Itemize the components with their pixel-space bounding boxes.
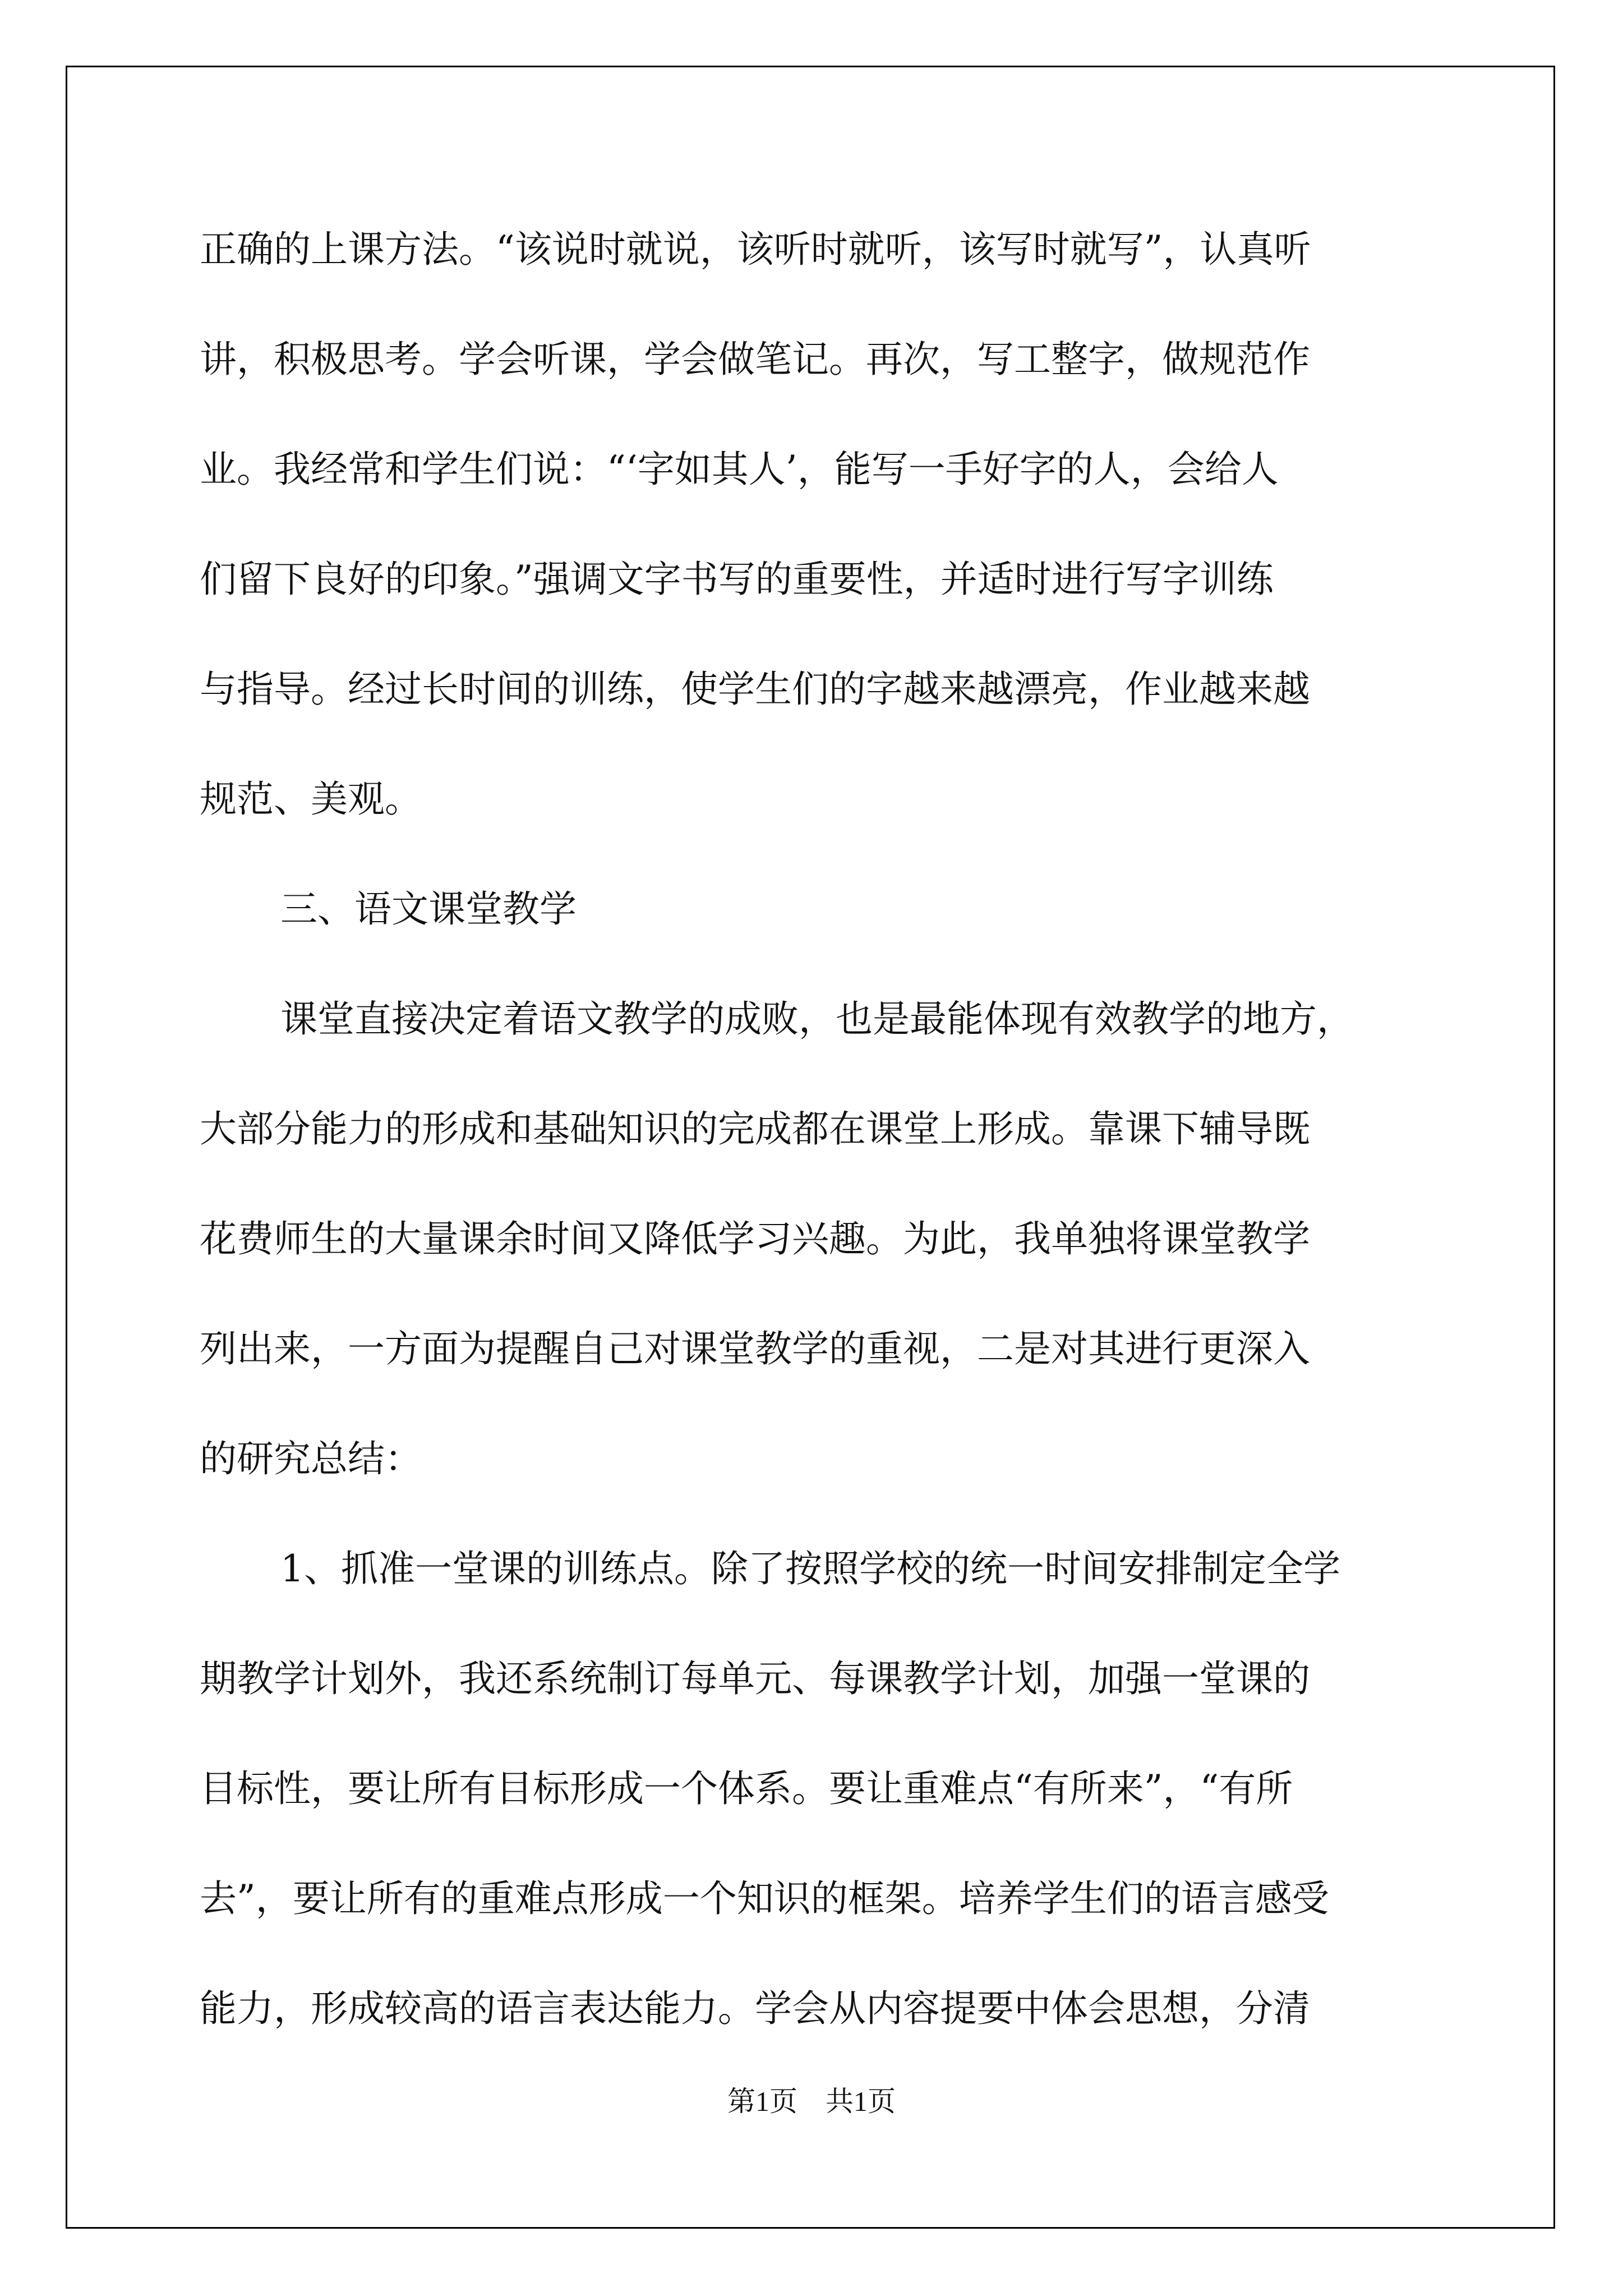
text-line: 讲，积极思考。学会听课，学会做笔记。再次，写工整字，做规范作 bbox=[200, 338, 1310, 381]
text-line: 花费师生的大量课余时间又降低学习兴趣。为此，我单独将课堂教学 bbox=[200, 1217, 1310, 1260]
text-line: 目标性，要让所有目标形成一个体系。要让重难点“有所来”，“有所 bbox=[200, 1767, 1293, 1810]
text-line: 业。我经常和学生们说：“‘字如其人’，能写一手好字的人，会给人 bbox=[200, 448, 1279, 491]
text-line: 们留下良好的印象。”强调文字书写的重要性，并适时进行写字训练 bbox=[200, 558, 1274, 601]
page-footer: 第1页 共1页 bbox=[727, 2086, 896, 2117]
text-line: 的研究总结： bbox=[200, 1437, 422, 1480]
text-line: 规范、美观。 bbox=[200, 777, 422, 821]
text-line: 与指导。经过长时间的训练，使学生们的字越来越漂亮，作业越来越 bbox=[200, 668, 1310, 711]
text-line: 课堂直接决定着语文教学的成败，也是最能体现有效教学的地方， bbox=[280, 997, 1354, 1041]
text-line: 能力，形成较高的语言表达能力。学会从内容提要中体会思想，分清 bbox=[200, 1987, 1310, 2030]
text-line: 期教学计划外，我还系统制订每单元、每课教学计划，加强一堂课的 bbox=[200, 1657, 1310, 1700]
text-line: 正确的上课方法。“该说时就说，该听时就听，该写时就写”，认真听 bbox=[200, 228, 1311, 271]
text-line: 大部分能力的形成和基础知识的完成都在课堂上形成。靠课下辅导既 bbox=[200, 1107, 1310, 1151]
section-heading: 三、语文课堂教学 bbox=[280, 887, 577, 931]
text-line: 去”，要让所有的重难点形成一个知识的框架。培养学生们的语言感受 bbox=[200, 1877, 1329, 1920]
text-line: 列出来，一方面为提醒自己对课堂教学的重视，二是对其进行更深入 bbox=[200, 1327, 1310, 1370]
text-line: 1、抓准一堂课的训练点。除了按照学校的统一时间安排制定全学 bbox=[280, 1547, 1340, 1590]
